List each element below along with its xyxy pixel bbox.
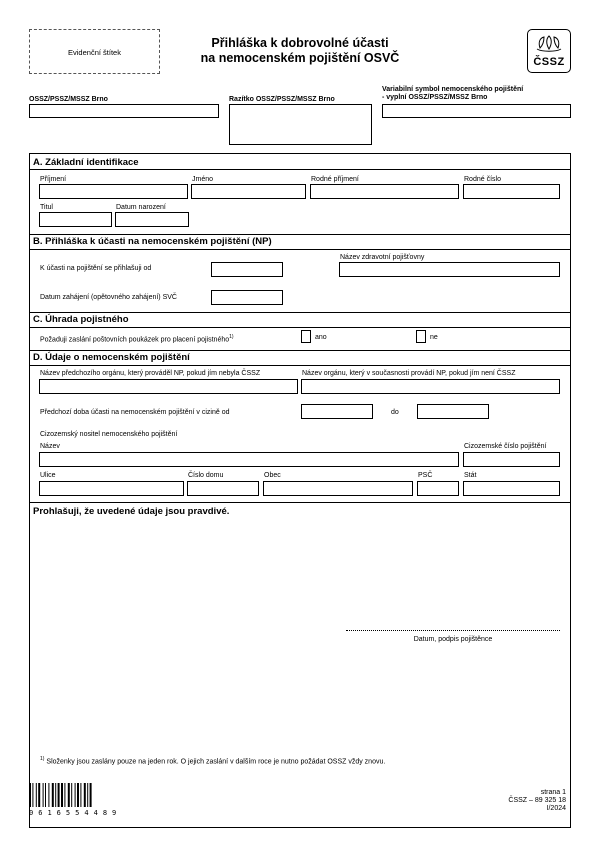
barcode-bar xyxy=(77,783,79,807)
section-c-title: C. Úhrada pojistného xyxy=(33,314,129,325)
barcode-bar xyxy=(68,783,70,807)
cssz-emblem-icon xyxy=(528,34,570,56)
start-date-field[interactable] xyxy=(211,262,283,277)
page-number: strana 1 xyxy=(540,789,566,796)
form-code: ČSSZ – 89 325 18 xyxy=(508,797,566,804)
surname-field[interactable] xyxy=(39,184,188,199)
name-label: Jméno xyxy=(192,176,214,183)
name-field[interactable] xyxy=(191,184,306,199)
house-no-label: Číslo domu xyxy=(188,472,224,479)
section-d-header xyxy=(29,350,571,366)
barcode-bar xyxy=(58,783,60,807)
carrier-name-label: Název xyxy=(40,443,60,450)
foreign-period-label: Předchozí doba účasti na nemocenském pojištění v cizině od xyxy=(40,409,230,416)
footnote-text: Složenky jsou zaslány pouze na jeden rok. O jejich zaslání v dalším roce je nutno požádat OSSZ vždy znovu. xyxy=(46,758,386,766)
svc-date-label: Datum zahájení (opětovného zahájení) SVČ xyxy=(40,294,177,301)
barcode-bar xyxy=(55,783,56,807)
degree-field[interactable] xyxy=(39,212,112,227)
form-version: I/2024 xyxy=(546,805,566,812)
sticker-label: Evidenční štítek xyxy=(68,48,121,57)
office-field[interactable] xyxy=(29,104,219,118)
vs-label-line1: Variabilní symbol nemocenského pojištění xyxy=(382,86,524,93)
house-no-field[interactable] xyxy=(187,481,259,496)
cssz-logo xyxy=(527,29,571,73)
barcode xyxy=(29,783,125,807)
city-label: Obec xyxy=(264,472,281,479)
signature-line[interactable] xyxy=(346,630,560,631)
prev-org-field[interactable] xyxy=(39,379,298,394)
city-field[interactable] xyxy=(263,481,413,496)
vs-label-line2: - vyplní OSSZ/PSSZ/MSSZ Brno xyxy=(382,94,488,101)
declaration-title: Prohlašuji, že uvedené údaje jsou pravdivé. xyxy=(33,506,230,517)
barcode-bar xyxy=(45,783,46,807)
foreign-to-field[interactable] xyxy=(417,404,489,419)
birth-number-label: Rodné číslo xyxy=(464,176,501,183)
state-label: Stát xyxy=(464,472,477,479)
zip-field[interactable] xyxy=(417,481,459,496)
barcode-bar xyxy=(80,783,81,807)
foreign-carrier-label: Cizozemský nositel nemocenského pojištění xyxy=(40,431,178,438)
no-checkbox[interactable] xyxy=(416,330,426,343)
barcode-bar xyxy=(36,783,37,807)
section-b-header xyxy=(29,234,571,250)
barcode-bar xyxy=(29,783,31,807)
no-label: ne xyxy=(430,334,438,341)
insurer-field[interactable] xyxy=(339,262,560,277)
form-title xyxy=(180,36,420,66)
yes-checkbox[interactable] xyxy=(301,330,311,343)
barcode-number: 0 6 1 6 5 5 4 4 8 9 xyxy=(29,809,117,817)
state-field[interactable] xyxy=(463,481,560,496)
stamp-field xyxy=(229,104,372,145)
to-label: do xyxy=(391,409,399,416)
barcode-bar xyxy=(71,783,72,807)
section-d-title: D. Údaje o nemocenském pojištění xyxy=(33,352,190,363)
barcode-bar xyxy=(84,783,86,807)
insurer-label: Název zdravotní pojišťovny xyxy=(340,254,425,261)
sticker-box xyxy=(29,29,160,74)
declaration-divider xyxy=(29,502,571,503)
yes-label: ano xyxy=(315,334,327,341)
section-a-header xyxy=(29,156,571,170)
barcode-bar xyxy=(64,783,65,807)
prev-org-label: Název předchozího orgánu, který prováděl NP, pokud jím nebyla ČSSZ xyxy=(40,370,261,377)
barcode-bar xyxy=(52,783,54,807)
barcode-bar xyxy=(61,783,63,807)
logo-text: ČSSZ xyxy=(533,56,565,68)
footnote xyxy=(40,756,385,765)
curr-org-label: Název orgánu, který v současnosti provádí NP, pokud jím není ČSSZ xyxy=(302,370,516,377)
barcode-bar xyxy=(38,783,40,807)
foreign-number-label: Cizozemské číslo pojištění xyxy=(464,443,547,450)
form-title-line1: Přihláška k dobrovolné účasti xyxy=(211,36,389,50)
signature-label: Datum, podpis pojištěnce xyxy=(413,636,493,643)
zip-label: PSČ xyxy=(418,472,433,479)
barcode-bar xyxy=(87,783,88,807)
stamp-label: Razítko OSSZ/PSSZ/MSSZ Brno xyxy=(229,96,335,103)
footnote-mark: 1) xyxy=(40,756,45,762)
postal-label-text: Požaduji zaslání poštovních poukázek pro placení pojistného xyxy=(40,336,230,344)
page-info xyxy=(440,789,566,813)
barcode-bar xyxy=(48,783,49,807)
form-title-line2: na nemocenském pojištění OSVČ xyxy=(200,51,400,65)
barcode-bar xyxy=(43,783,44,807)
section-a-title: A. Základní identifikace xyxy=(33,157,139,168)
barcode-bar xyxy=(32,783,33,807)
barcode-bar xyxy=(75,783,76,807)
birth-number-field[interactable] xyxy=(463,184,560,199)
office-label: OSSZ/PSSZ/MSSZ Brno xyxy=(29,96,108,103)
birth-surname-label: Rodné příjmení xyxy=(311,176,359,183)
degree-label: Titul xyxy=(40,204,53,211)
postal-footnote-mark: 1) xyxy=(229,334,234,340)
foreign-number-field[interactable] xyxy=(463,452,560,467)
street-field[interactable] xyxy=(39,481,184,496)
vs-field[interactable] xyxy=(382,104,571,118)
carrier-name-field[interactable] xyxy=(39,452,459,467)
birth-surname-field[interactable] xyxy=(310,184,459,199)
curr-org-field[interactable] xyxy=(301,379,560,394)
street-label: Ulice xyxy=(40,472,56,479)
start-date-label: K účasti na pojištění se přihlašuji od xyxy=(40,265,152,272)
postal-label xyxy=(40,334,234,343)
birth-date-label: Datum narození xyxy=(116,204,166,211)
section-c-header xyxy=(29,312,571,328)
birth-date-field[interactable] xyxy=(115,212,189,227)
surname-label: Příjmení xyxy=(40,176,67,183)
section-b-title: B. Přihláška k účasti na nemocenském pojištění (NP) xyxy=(33,236,272,247)
svc-date-field[interactable] xyxy=(211,290,283,305)
barcode-bar xyxy=(90,783,92,807)
foreign-from-field[interactable] xyxy=(301,404,373,419)
